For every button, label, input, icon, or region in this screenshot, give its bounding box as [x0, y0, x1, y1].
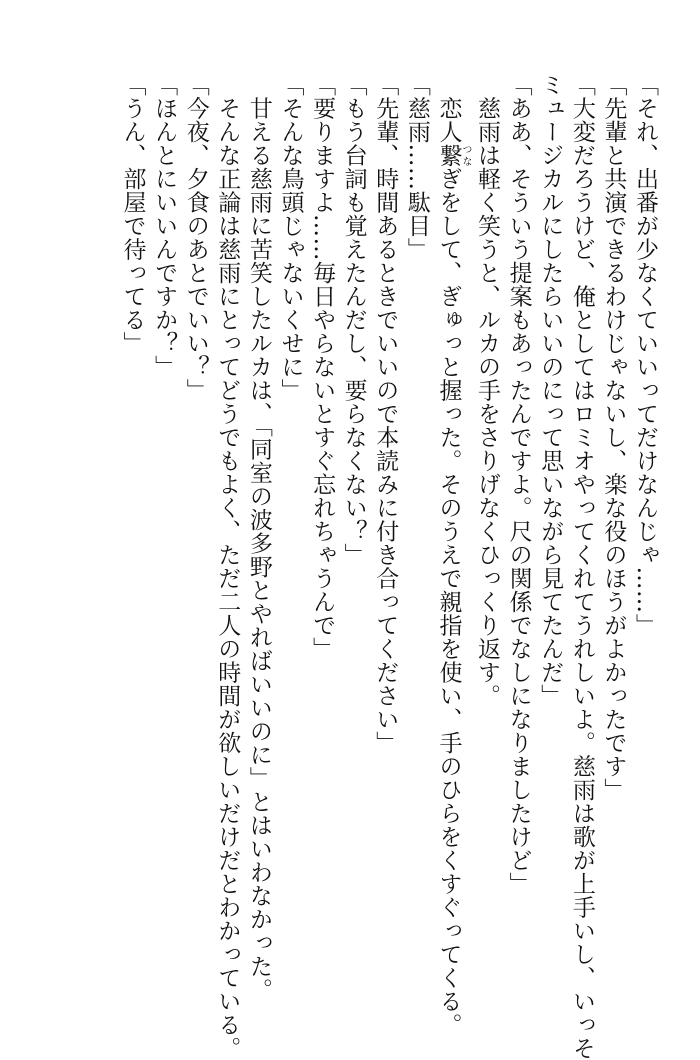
- ruby-line-before: 恋人: [435, 73, 462, 144]
- text-line: 「慈雨……駄目」: [403, 73, 430, 261]
- text-line: 「先輩と共演できるわけじゃないし、楽な役のほうがよかったです」: [600, 73, 627, 802]
- text-line: そんな正論は慈雨にとってどうでもよく、ただ二人の時間が欲しいだけだとわかっている。: [214, 73, 241, 1060]
- text-line-with-ruby: [432, 73, 471, 1037]
- ruby-reading: つな: [459, 143, 471, 167]
- text-line: 「ああ、そういう提案もあったんですよ。尺の関係でなしになりましたけど」: [505, 73, 532, 896]
- text-line: 「今夜、夕食のあとでいい？」: [182, 73, 209, 402]
- text-line: ミュージカルにしたらいいのにって思いながら見てたんだ」: [537, 73, 564, 708]
- text-line: 「もう台詞も覚えたんだし、要らなくない？」: [340, 73, 367, 567]
- text-line: 「大変だろうけど、俺としてはロミオやってくれてうれしいよ。慈雨は歌が上手いし、いっそ: [568, 73, 595, 1060]
- text-line: 「先輩、時間あるときでいいので本読みに付き合ってください」: [372, 73, 399, 755]
- vertical-text-block: [116, 73, 660, 1060]
- text-line: 「ほんとにいいんですか？」: [151, 73, 178, 379]
- text-line: 「そんな鳥頭じゃないくせに」: [277, 73, 304, 402]
- text-line: 慈雨は軽く笑うと、ルカの手をさりげなくひっくり返す。: [474, 73, 501, 708]
- text-line: 甘える慈雨に苦笑したルカは、「同室の波多野とやればいいのに」とはいわなかった。: [245, 73, 272, 1002]
- text-line: 「うん、部屋で待ってる」: [119, 73, 146, 355]
- ruby-line-after: ぎをして、ぎゅっと握った。そのうえで親指を使い、手のひらをくすぐってくる。: [435, 167, 462, 1037]
- ruby-word: [435, 143, 471, 168]
- ruby-base: 繋: [435, 143, 462, 167]
- text-line: 「それ、出番が少なくていいってだけなんじゃ……」: [632, 73, 658, 637]
- text-line: 「要りますよ……毎日やらないとすぐ忘れちゃうんで」: [309, 73, 336, 661]
